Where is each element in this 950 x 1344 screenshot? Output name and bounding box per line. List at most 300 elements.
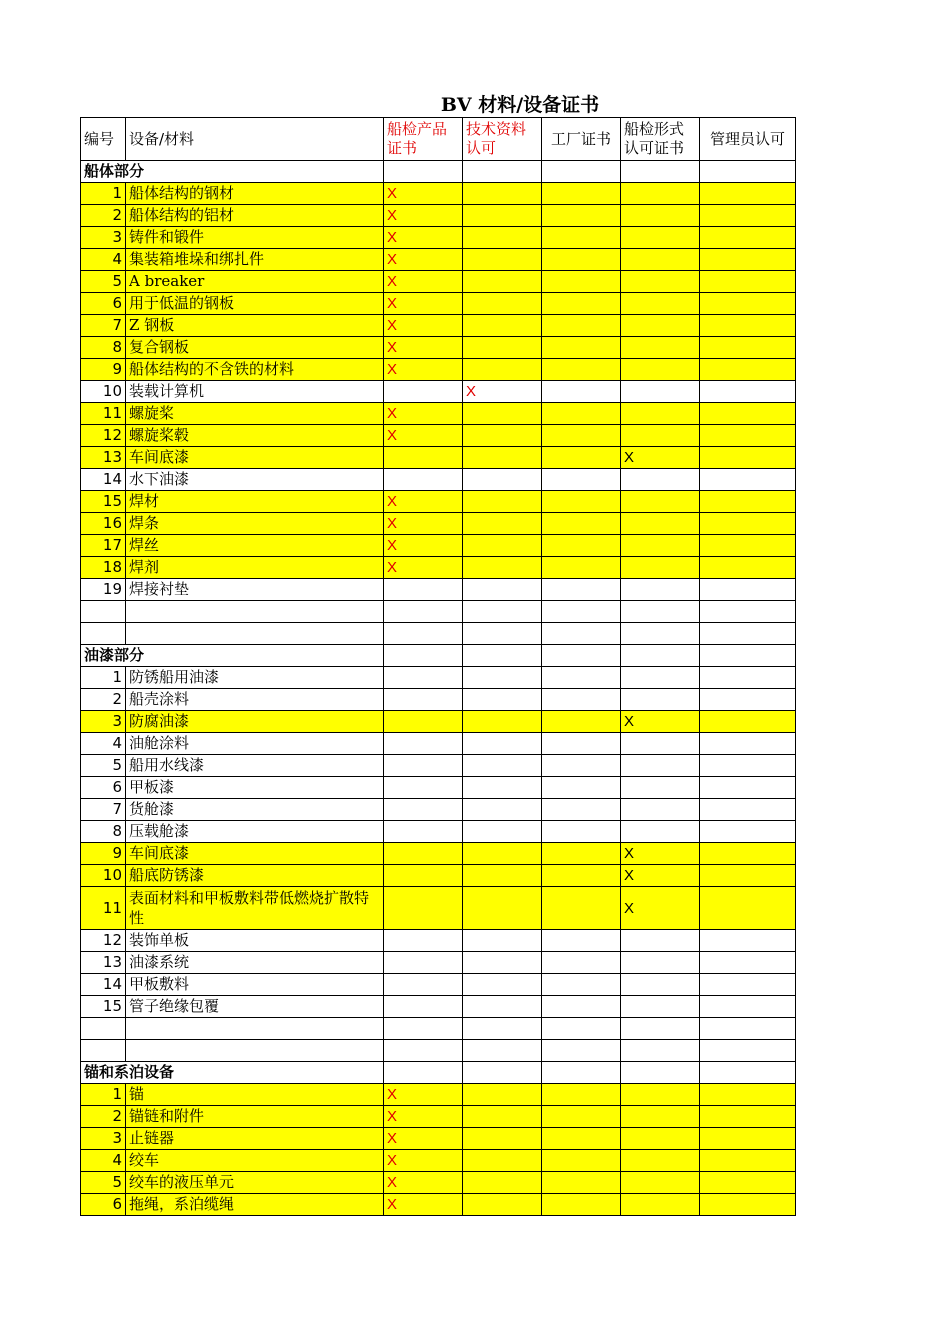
table-row [81, 315, 796, 337]
empty-cell [700, 1040, 796, 1062]
table-row [81, 843, 796, 865]
row-number: 17 [81, 535, 126, 557]
check-mark: X [384, 1150, 463, 1172]
empty-cell [463, 161, 542, 183]
row-number: 9 [81, 843, 126, 865]
item-name: 锚 [126, 1084, 384, 1106]
table-row [81, 271, 796, 293]
empty-cell [384, 623, 463, 645]
empty-cell [700, 447, 796, 469]
empty-cell [621, 733, 700, 755]
empty-cell [542, 491, 621, 513]
empty-cell [463, 271, 542, 293]
empty-cell [542, 579, 621, 601]
item-name: 装饰单板 [126, 930, 384, 952]
row-number: 15 [81, 996, 126, 1018]
table-row [81, 469, 796, 491]
empty-cell [463, 974, 542, 996]
empty-cell [542, 645, 621, 667]
row-number [81, 1018, 126, 1040]
table-row [81, 579, 796, 601]
empty-cell [542, 1084, 621, 1106]
empty-cell [463, 733, 542, 755]
empty-cell [700, 623, 796, 645]
empty-cell [542, 799, 621, 821]
empty-cell [542, 1062, 621, 1084]
table-row [81, 952, 796, 974]
empty-cell [384, 1018, 463, 1040]
empty-cell [621, 1128, 700, 1150]
empty-cell [700, 513, 796, 535]
empty-cell [463, 1128, 542, 1150]
item-name: 压载舱漆 [126, 821, 384, 843]
empty-cell [463, 535, 542, 557]
table-row [81, 865, 796, 887]
item-name: 车间底漆 [126, 843, 384, 865]
table-row [81, 513, 796, 535]
table-row [81, 601, 796, 623]
row-number: 3 [81, 711, 126, 733]
empty-cell [700, 689, 796, 711]
item-name: 焊材 [126, 491, 384, 513]
empty-cell [621, 974, 700, 996]
empty-cell [384, 843, 463, 865]
empty-cell [542, 755, 621, 777]
item-name [126, 1018, 384, 1040]
empty-cell [384, 601, 463, 623]
empty-cell [700, 1106, 796, 1128]
empty-cell [700, 1150, 796, 1172]
table-row [81, 425, 796, 447]
item-name: 用于低温的钢板 [126, 293, 384, 315]
empty-cell [700, 645, 796, 667]
empty-cell [384, 996, 463, 1018]
empty-cell [542, 1172, 621, 1194]
empty-cell [384, 1062, 463, 1084]
item-name: 焊接衬垫 [126, 579, 384, 601]
table-row [81, 337, 796, 359]
item-name: 集装箱堆垛和绑扎件 [126, 249, 384, 271]
empty-cell [700, 425, 796, 447]
row-number: 6 [81, 293, 126, 315]
empty-cell [700, 469, 796, 491]
empty-cell [463, 1062, 542, 1084]
empty-cell [700, 1084, 796, 1106]
table-row [81, 183, 796, 205]
table-row [81, 930, 796, 952]
empty-cell [700, 293, 796, 315]
empty-cell [463, 1194, 542, 1216]
check-mark: X [384, 337, 463, 359]
table-row [81, 689, 796, 711]
empty-cell [542, 403, 621, 425]
row-number: 13 [81, 447, 126, 469]
empty-cell [621, 645, 700, 667]
empty-cell [700, 799, 796, 821]
check-mark: X [384, 359, 463, 381]
empty-cell [621, 1018, 700, 1040]
empty-cell [384, 865, 463, 887]
row-number: 5 [81, 755, 126, 777]
empty-cell [621, 381, 700, 403]
row-number: 8 [81, 821, 126, 843]
empty-cell [463, 1040, 542, 1062]
empty-cell [700, 535, 796, 557]
table-row [81, 293, 796, 315]
item-name: 货舱漆 [126, 799, 384, 821]
empty-cell [463, 996, 542, 1018]
empty-cell [700, 403, 796, 425]
table-row [81, 1106, 796, 1128]
empty-cell [621, 469, 700, 491]
empty-cell [542, 315, 621, 337]
empty-cell [384, 930, 463, 952]
empty-cell [621, 1194, 700, 1216]
table-row [81, 974, 796, 996]
section-title: 船体部分 [81, 161, 384, 183]
empty-cell [463, 667, 542, 689]
item-name: 防腐油漆 [126, 711, 384, 733]
table-row [81, 1172, 796, 1194]
empty-cell [463, 865, 542, 887]
empty-cell [463, 249, 542, 271]
empty-cell [542, 205, 621, 227]
item-name: 焊条 [126, 513, 384, 535]
table-row [81, 403, 796, 425]
item-name: 油漆系统 [126, 952, 384, 974]
check-mark: X [384, 1172, 463, 1194]
empty-cell [621, 667, 700, 689]
empty-cell [384, 469, 463, 491]
empty-cell [542, 865, 621, 887]
item-name: 车间底漆 [126, 447, 384, 469]
table-row [81, 1128, 796, 1150]
empty-cell [542, 557, 621, 579]
empty-cell [463, 205, 542, 227]
empty-cell [621, 1106, 700, 1128]
table-row [81, 1040, 796, 1062]
table-row [81, 447, 796, 469]
empty-cell [463, 930, 542, 952]
empty-cell [542, 777, 621, 799]
empty-cell [463, 601, 542, 623]
check-mark: X [384, 271, 463, 293]
row-number: 1 [81, 1084, 126, 1106]
empty-cell [700, 1018, 796, 1040]
empty-cell [542, 293, 621, 315]
empty-cell [463, 887, 542, 930]
row-number: 14 [81, 974, 126, 996]
empty-cell [621, 249, 700, 271]
row-number: 3 [81, 1128, 126, 1150]
empty-cell [700, 974, 796, 996]
row-number: 12 [81, 930, 126, 952]
item-name: 油舱涂料 [126, 733, 384, 755]
check-mark: X [384, 183, 463, 205]
check-mark: X [384, 1194, 463, 1216]
item-name: 防锈船用油漆 [126, 667, 384, 689]
item-name: 复合钢板 [126, 337, 384, 359]
empty-cell [700, 1062, 796, 1084]
table-row [81, 887, 796, 930]
item-name: 船用水线漆 [126, 755, 384, 777]
row-number [81, 623, 126, 645]
empty-cell [463, 293, 542, 315]
check-mark: X [621, 887, 700, 930]
empty-cell [542, 667, 621, 689]
empty-cell [542, 1150, 621, 1172]
empty-cell [384, 381, 463, 403]
empty-cell [700, 887, 796, 930]
empty-cell [621, 337, 700, 359]
item-name: 焊剂 [126, 557, 384, 579]
empty-cell [542, 425, 621, 447]
empty-cell [621, 821, 700, 843]
item-name: Z 钢板 [126, 315, 384, 337]
row-number: 11 [81, 887, 126, 930]
empty-cell [384, 1040, 463, 1062]
item-name: 锚链和附件 [126, 1106, 384, 1128]
empty-cell [463, 447, 542, 469]
item-name: 装载计算机 [126, 381, 384, 403]
row-number: 19 [81, 579, 126, 601]
empty-cell [463, 337, 542, 359]
empty-cell [463, 952, 542, 974]
empty-cell [700, 952, 796, 974]
empty-cell [700, 755, 796, 777]
item-name: 拖绳，系泊缆绳 [126, 1194, 384, 1216]
row-number: 16 [81, 513, 126, 535]
empty-cell [542, 183, 621, 205]
section-row [81, 161, 796, 183]
empty-cell [542, 271, 621, 293]
section-row [81, 645, 796, 667]
row-number: 6 [81, 777, 126, 799]
table-row [81, 623, 796, 645]
empty-cell [463, 1150, 542, 1172]
section-row [81, 1062, 796, 1084]
row-number: 5 [81, 1172, 126, 1194]
empty-cell [621, 930, 700, 952]
empty-cell [700, 491, 796, 513]
row-number: 11 [81, 403, 126, 425]
empty-cell [542, 1194, 621, 1216]
table-row [81, 359, 796, 381]
item-name: 船底防锈漆 [126, 865, 384, 887]
empty-cell [542, 996, 621, 1018]
check-mark: X [384, 1106, 463, 1128]
empty-cell [700, 843, 796, 865]
empty-cell [463, 1084, 542, 1106]
empty-cell [700, 381, 796, 403]
row-number [81, 601, 126, 623]
table-row [81, 1084, 796, 1106]
empty-cell [542, 381, 621, 403]
empty-cell [463, 799, 542, 821]
empty-cell [463, 557, 542, 579]
item-name: 止链器 [126, 1128, 384, 1150]
empty-cell [542, 1106, 621, 1128]
table-row [81, 777, 796, 799]
empty-cell [700, 337, 796, 359]
empty-cell [700, 930, 796, 952]
empty-cell [384, 755, 463, 777]
check-mark: X [621, 447, 700, 469]
row-number: 1 [81, 667, 126, 689]
table-row [81, 491, 796, 513]
row-number: 4 [81, 733, 126, 755]
empty-cell [463, 183, 542, 205]
check-mark: X [384, 205, 463, 227]
item-name: 船体结构的钢材 [126, 183, 384, 205]
row-number: 10 [81, 381, 126, 403]
row-number: 12 [81, 425, 126, 447]
empty-cell [463, 711, 542, 733]
row-number: 2 [81, 689, 126, 711]
item-name: 绞车 [126, 1150, 384, 1172]
empty-cell [542, 1128, 621, 1150]
check-mark: X [384, 425, 463, 447]
row-number: 9 [81, 359, 126, 381]
empty-cell [542, 623, 621, 645]
row-number: 14 [81, 469, 126, 491]
empty-cell [463, 689, 542, 711]
check-mark: X [463, 381, 542, 403]
item-name [126, 1040, 384, 1062]
table-row [81, 557, 796, 579]
header-item: 设备/材料 [126, 118, 384, 161]
empty-cell [384, 974, 463, 996]
empty-cell [542, 1040, 621, 1062]
row-number: 7 [81, 315, 126, 337]
empty-cell [621, 227, 700, 249]
empty-cell [621, 1040, 700, 1062]
row-number: 1 [81, 183, 126, 205]
empty-cell [542, 337, 621, 359]
empty-cell [621, 557, 700, 579]
header-type-approval: 船检形式认可证书 [621, 118, 700, 161]
empty-cell [384, 645, 463, 667]
empty-cell [463, 513, 542, 535]
header-tech-approval: 技术资料认可 [463, 118, 542, 161]
row-number: 5 [81, 271, 126, 293]
row-number: 10 [81, 865, 126, 887]
item-name: 铸件和锻件 [126, 227, 384, 249]
empty-cell [621, 952, 700, 974]
empty-cell [700, 865, 796, 887]
row-number: 8 [81, 337, 126, 359]
sheet-title: BV 材料/设备证书 [440, 94, 600, 116]
empty-cell [384, 821, 463, 843]
empty-cell [542, 601, 621, 623]
item-name [126, 623, 384, 645]
header-row [81, 118, 796, 161]
empty-cell [384, 161, 463, 183]
empty-cell [542, 974, 621, 996]
empty-cell [463, 359, 542, 381]
empty-cell [542, 843, 621, 865]
header-no: 编号 [81, 118, 126, 161]
empty-cell [700, 249, 796, 271]
empty-cell [542, 359, 621, 381]
empty-cell [621, 161, 700, 183]
empty-cell [463, 843, 542, 865]
empty-cell [542, 887, 621, 930]
empty-cell [700, 733, 796, 755]
header-works-cert: 工厂证书 [542, 118, 621, 161]
section-title: 锚和系泊设备 [81, 1062, 384, 1084]
empty-cell [384, 733, 463, 755]
empty-cell [700, 579, 796, 601]
empty-cell [621, 491, 700, 513]
empty-cell [542, 161, 621, 183]
empty-cell [621, 293, 700, 315]
empty-cell [621, 535, 700, 557]
empty-cell [463, 623, 542, 645]
empty-cell [700, 1128, 796, 1150]
table-row [81, 733, 796, 755]
item-name: 表面材料和甲板敷料带低燃烧扩散特性 [126, 887, 384, 930]
empty-cell [700, 996, 796, 1018]
item-name [126, 601, 384, 623]
empty-cell [542, 535, 621, 557]
table-row [81, 1194, 796, 1216]
empty-cell [621, 425, 700, 447]
check-mark: X [384, 1084, 463, 1106]
empty-cell [463, 469, 542, 491]
table-row [81, 799, 796, 821]
row-number: 4 [81, 249, 126, 271]
check-mark: X [384, 491, 463, 513]
empty-cell [463, 1018, 542, 1040]
empty-cell [700, 1194, 796, 1216]
empty-cell [700, 711, 796, 733]
empty-cell [463, 1106, 542, 1128]
empty-cell [542, 689, 621, 711]
empty-cell [542, 513, 621, 535]
row-number: 4 [81, 1150, 126, 1172]
check-mark: X [384, 227, 463, 249]
empty-cell [621, 1084, 700, 1106]
section-title: 油漆部分 [81, 645, 384, 667]
empty-cell [621, 1062, 700, 1084]
check-mark: X [384, 249, 463, 271]
empty-cell [700, 601, 796, 623]
empty-cell [463, 425, 542, 447]
row-number [81, 1040, 126, 1062]
empty-cell [384, 667, 463, 689]
empty-cell [700, 271, 796, 293]
row-number: 2 [81, 205, 126, 227]
empty-cell [542, 249, 621, 271]
empty-cell [463, 777, 542, 799]
empty-cell [621, 755, 700, 777]
empty-cell [700, 557, 796, 579]
table-row [81, 535, 796, 557]
empty-cell [542, 711, 621, 733]
empty-cell [700, 359, 796, 381]
empty-cell [621, 601, 700, 623]
empty-cell [621, 315, 700, 337]
empty-cell [384, 777, 463, 799]
row-number: 13 [81, 952, 126, 974]
empty-cell [463, 579, 542, 601]
table-row [81, 821, 796, 843]
check-mark: X [621, 711, 700, 733]
item-name: 管子绝缘包覆 [126, 996, 384, 1018]
empty-cell [621, 777, 700, 799]
empty-cell [384, 799, 463, 821]
